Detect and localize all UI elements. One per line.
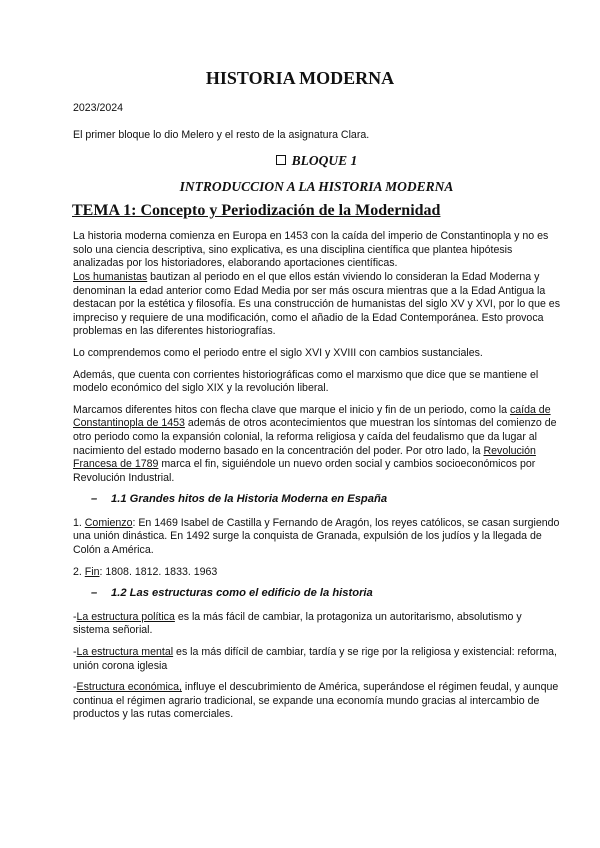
dash-bullet: – [91, 587, 98, 600]
document-title: HISTORIA MODERNA [205, 68, 395, 88]
document-body [73, 102, 560, 730]
structure-text: influye el descubrimiento de América, superándose el régimen feudal, y aunque continua el régimen agrario tradicional, se expande una economía mundo gracias al intercambio de productos y las rutas comerciales. [73, 681, 559, 721]
intro-note: El primer bloque lo dio Melero y el resto de la asignatura Clara. [73, 128, 370, 141]
item-label: Comienzo [84, 516, 133, 529]
academic-year: 2023/2024 [73, 102, 124, 114]
revolucion-underline: Revolución Francesa de 1789 [73, 444, 536, 471]
block-label: BLOQUE 1 [291, 153, 358, 169]
subheading-1-2 [91, 587, 560, 601]
constantinopla-underline: caída de Constantinopla de 1453 [73, 403, 551, 430]
paragraph-5-b: además de otros acontecimientos que muestran los síntomas del comienzo de otro periodo como la expansión colonial, la reforma religiosa y caída del feudalismo que da lugar al nacimiento del estado moderno basado en la concentración del poder. Por otro lado, la [73, 417, 557, 457]
item-text: : En 1469 Isabel de Castilla y Fernando de Aragón, los reyes católicos, se casan surgiendo una unión dinástica. En 1492 surge la conquista de Granada, expulsión de los judíos y la llegada de Colón a América. [73, 516, 560, 557]
paragraph-2-text: bautizan al periodo en el que ellos están viviendo lo consideran la Edad Moderna y denominan la edad anterior como Edad Media por ser más oscura mientras que a la Edad Antigua la destacan por la estética y filosofía. Es una construcción de humanistas del siglo XV y XVI, por lo que es impreciso y requiere de una modificación, como el añadio de la Edad Contemporánea. Esto provoca problemas en las diferentes historiografías. [73, 270, 560, 338]
dash-bullet: - [73, 646, 77, 659]
item-text: : 1808. 1812. 1833. 1963 [99, 565, 218, 578]
paragraph-4: Además, que cuenta con corrientes historiográficas como el marxismo que dice que se mantiene el modelo económico del siglo XIX y la revolución liberal. [73, 368, 539, 395]
paragraph-2 [73, 271, 560, 339]
list-item-fin [73, 566, 560, 580]
item-number: 1. [73, 516, 85, 529]
topic-heading: TEMA 1: Concepto y Periodización de la Modernidad [72, 202, 441, 220]
structure-label: Estructura económica, [76, 681, 182, 694]
item-number: 2. [73, 565, 85, 578]
structure-label: La estructura mental [76, 646, 174, 659]
structure-text: es la más difícil de cambiar, tardía y se rige por la religiosa y existencial: reforma, unión corona iglesia [73, 646, 557, 672]
dash-bullet: - [73, 681, 77, 694]
block-heading [73, 153, 560, 169]
structure-politica [73, 611, 560, 638]
humanistas-underline: Los humanistas [73, 270, 148, 283]
item-label: Fin [84, 565, 100, 578]
subheading-1-1-label: 1.1 Grandes hitos de la Historia Moderna en España [111, 493, 388, 506]
paragraph-5-a: Marcamos diferentes hitos con flecha clave que marque el inicio y fin de un periodo, como la [73, 403, 510, 416]
dash-bullet: – [91, 493, 98, 506]
structure-label: La estructura política [76, 610, 175, 623]
paragraph-5 [73, 404, 560, 486]
paragraph-1: La historia moderna comienza en Europa en 1453 con la caída del imperio de Constantinopla y no es solo una ciencia descriptiva, sino explicativa, es una disciplina científica que plantea hipótesis analizadas por los historiadores, elaborando aportaciones científicas. [73, 230, 549, 270]
subheading-1-1 [91, 493, 560, 507]
subheading-1-2-label: 1.2 Las estructuras como el edificio de la historia [111, 587, 373, 600]
paragraph-3: Lo comprendemos como el periodo entre el siglo XVI y XVIII con cambios sustanciales. [73, 346, 483, 359]
structure-economica [73, 681, 560, 722]
paragraph-5-c: marca el fin, siguiéndole un nuevo orden social y cambios socioeconómicos por Revolución Industrial. [73, 458, 536, 484]
checkbox-icon [276, 155, 286, 165]
dash-bullet: - [73, 610, 77, 623]
section-heading: INTRODUCCION A LA HISTORIA MODERNA [179, 179, 454, 195]
list-item-comienzo [73, 517, 560, 558]
structure-text: es la más fácil de cambiar, la protagoniza un autoritarismo, absolutismo y sistema señorial. [73, 610, 522, 637]
structure-mental [73, 646, 560, 673]
